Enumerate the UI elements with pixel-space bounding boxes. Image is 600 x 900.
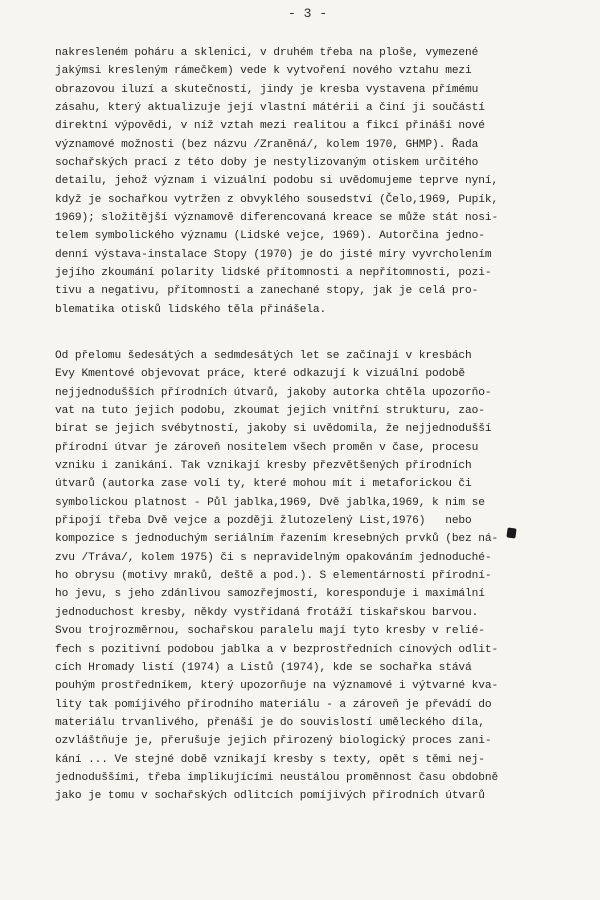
text-line: jednoduššími, třeba implikujícími neustálou proměnnost času obdobně	[55, 771, 499, 784]
text-line: nakresleném poháru a sklenici, v druhém třeba na ploše, vymezené	[55, 47, 479, 59]
text-line: blematika otisků lidského těla přinášela.	[55, 303, 327, 316]
text-line: sochařských prací z této doby je nestylizovaným otiskem určitého	[55, 157, 479, 170]
text-line: vzniku i zanikání. Tak vznikají kresby přezvětšených přírodních	[55, 460, 472, 473]
text-line: bírat se jejich svébytností, jakoby si uvědomila, že nejjednodušší	[55, 423, 492, 436]
text-line: útvarů (autorka zase volí ty, které mohou mít i metaforickou či	[55, 478, 472, 491]
text-line: připojí třeba Dvě vejce a později žlutozelený List,1976) nebo	[55, 515, 472, 528]
text-line: ho jevu, s jeho zdánlivou samozřejmostí, koresponduje i maximální	[55, 588, 485, 601]
text-line: významové možnosti (bez názvu /Zraněná/, kolem 1970, GHMP). Řada	[55, 138, 479, 151]
text-line: direktní výpovědi, v níž vztah mezi realitou a fikcí přináší nové	[55, 120, 485, 133]
page-number: - 3 -	[288, 6, 328, 21]
text-line: přírodní útvar je zároveň nositelem všech proměn v čase, procesu	[55, 441, 479, 454]
text-line: materiálu trvanlivého, přenáší je do souvislostí uměleckého díla,	[55, 716, 485, 729]
text-line: Svou trojrozměrnou, sochařskou paralelu mají tyto kresby v relié-	[55, 625, 485, 638]
text-line: detailu, jehož význam i vizuální podobu si uvědomujeme teprve nyní,	[55, 175, 499, 188]
text-line: jednoduchost kresby, někdy vystřídaná frotáží tiskařskou barvou.	[55, 606, 479, 619]
paragraph-2	[55, 347, 583, 806]
text-line: vat na tuto jejich podobu, zkoumat jejich vnitřní strukturu, zao-	[55, 405, 485, 418]
text-line: zvu /Tráva/, kolem 1975) či s nepravidelným opakováním jednoduché-	[55, 551, 492, 564]
text-line: obrazovou iluzí a skutečností, jindy je kresba vystavena přímému	[55, 83, 479, 96]
text-line: jako je tomu v sochařských odlitcích pomíjivých přírodních útvarů	[55, 790, 485, 803]
text-line: tivu a negativu, přítomnosti a zanechané stopy, jak je celá pro-	[55, 285, 479, 298]
text-line: ozvláštňuje je, přerušuje jejich přirozený biologický proces zani-	[55, 735, 492, 748]
text-line: denní výstava-instalace Stopy (1970) je do jisté míry vyvrcholením	[55, 248, 492, 261]
text-line: telem symbolického významu (Lidské vejce, 1969). Autorčina jedno-	[55, 230, 485, 243]
text-line: symbolickou platnost - Půl jablka,1969, Dvě jablka,1969, k nim se	[55, 496, 485, 509]
text-line: jakýmsi kresleným rámečkem) vede k vytvoření nového vztahu mezi	[55, 65, 472, 78]
text-line: jejího zkoumání polarity lidské přítomnosti a nepřítomnosti, pozi-	[55, 267, 492, 280]
text-line: fech s pozitivní podobou jablka a v bezprostředních cínových odlit-	[55, 643, 499, 656]
text-line: zásahu, který aktualizuje její vlastní mátérii a činí ji součástí	[55, 102, 485, 115]
text-line: kompozice s jednoduchým seriálním řazením kresebných prvků (bez ná-	[55, 533, 499, 546]
text-line: ho obrysu (motivy mraků, deště a pod.). S elementárností přírodní-	[55, 570, 492, 583]
ink-smudge	[506, 527, 516, 538]
text-line: Evy Kmentové objevovat práce, které odkazují k vizuální podobě	[55, 368, 466, 381]
text-line: pouhým prostředníkem, který upozorňuje na významové i výtvarné kva-	[55, 680, 499, 693]
text-line: Od přelomu šedesátých a sedmdesátých let se začínají v kresbách	[55, 350, 472, 362]
text-line: lity tak pomíjivého přírodního materiálu - a zároveň je převádí do	[55, 698, 492, 711]
text-line: když je sochařkou vytržen z obvyklého sousedství (Čelo,1969, Pupík,	[55, 193, 499, 206]
text-line: nejjednodušších přírodních útvarů, jakoby autorka chtěla upozorňo-	[55, 386, 492, 399]
text-line: kání ... Ve stejné době vznikají kresby s texty, opět s těmi nej-	[55, 753, 485, 766]
text-line: 1969); složitější významově diferencovaná kreace se může stát nosi-	[55, 212, 499, 225]
paragraph-1	[55, 44, 583, 319]
text-line: cích Hromady listí (1974) a Listů (1974), kde se sochařka stává	[55, 661, 472, 674]
